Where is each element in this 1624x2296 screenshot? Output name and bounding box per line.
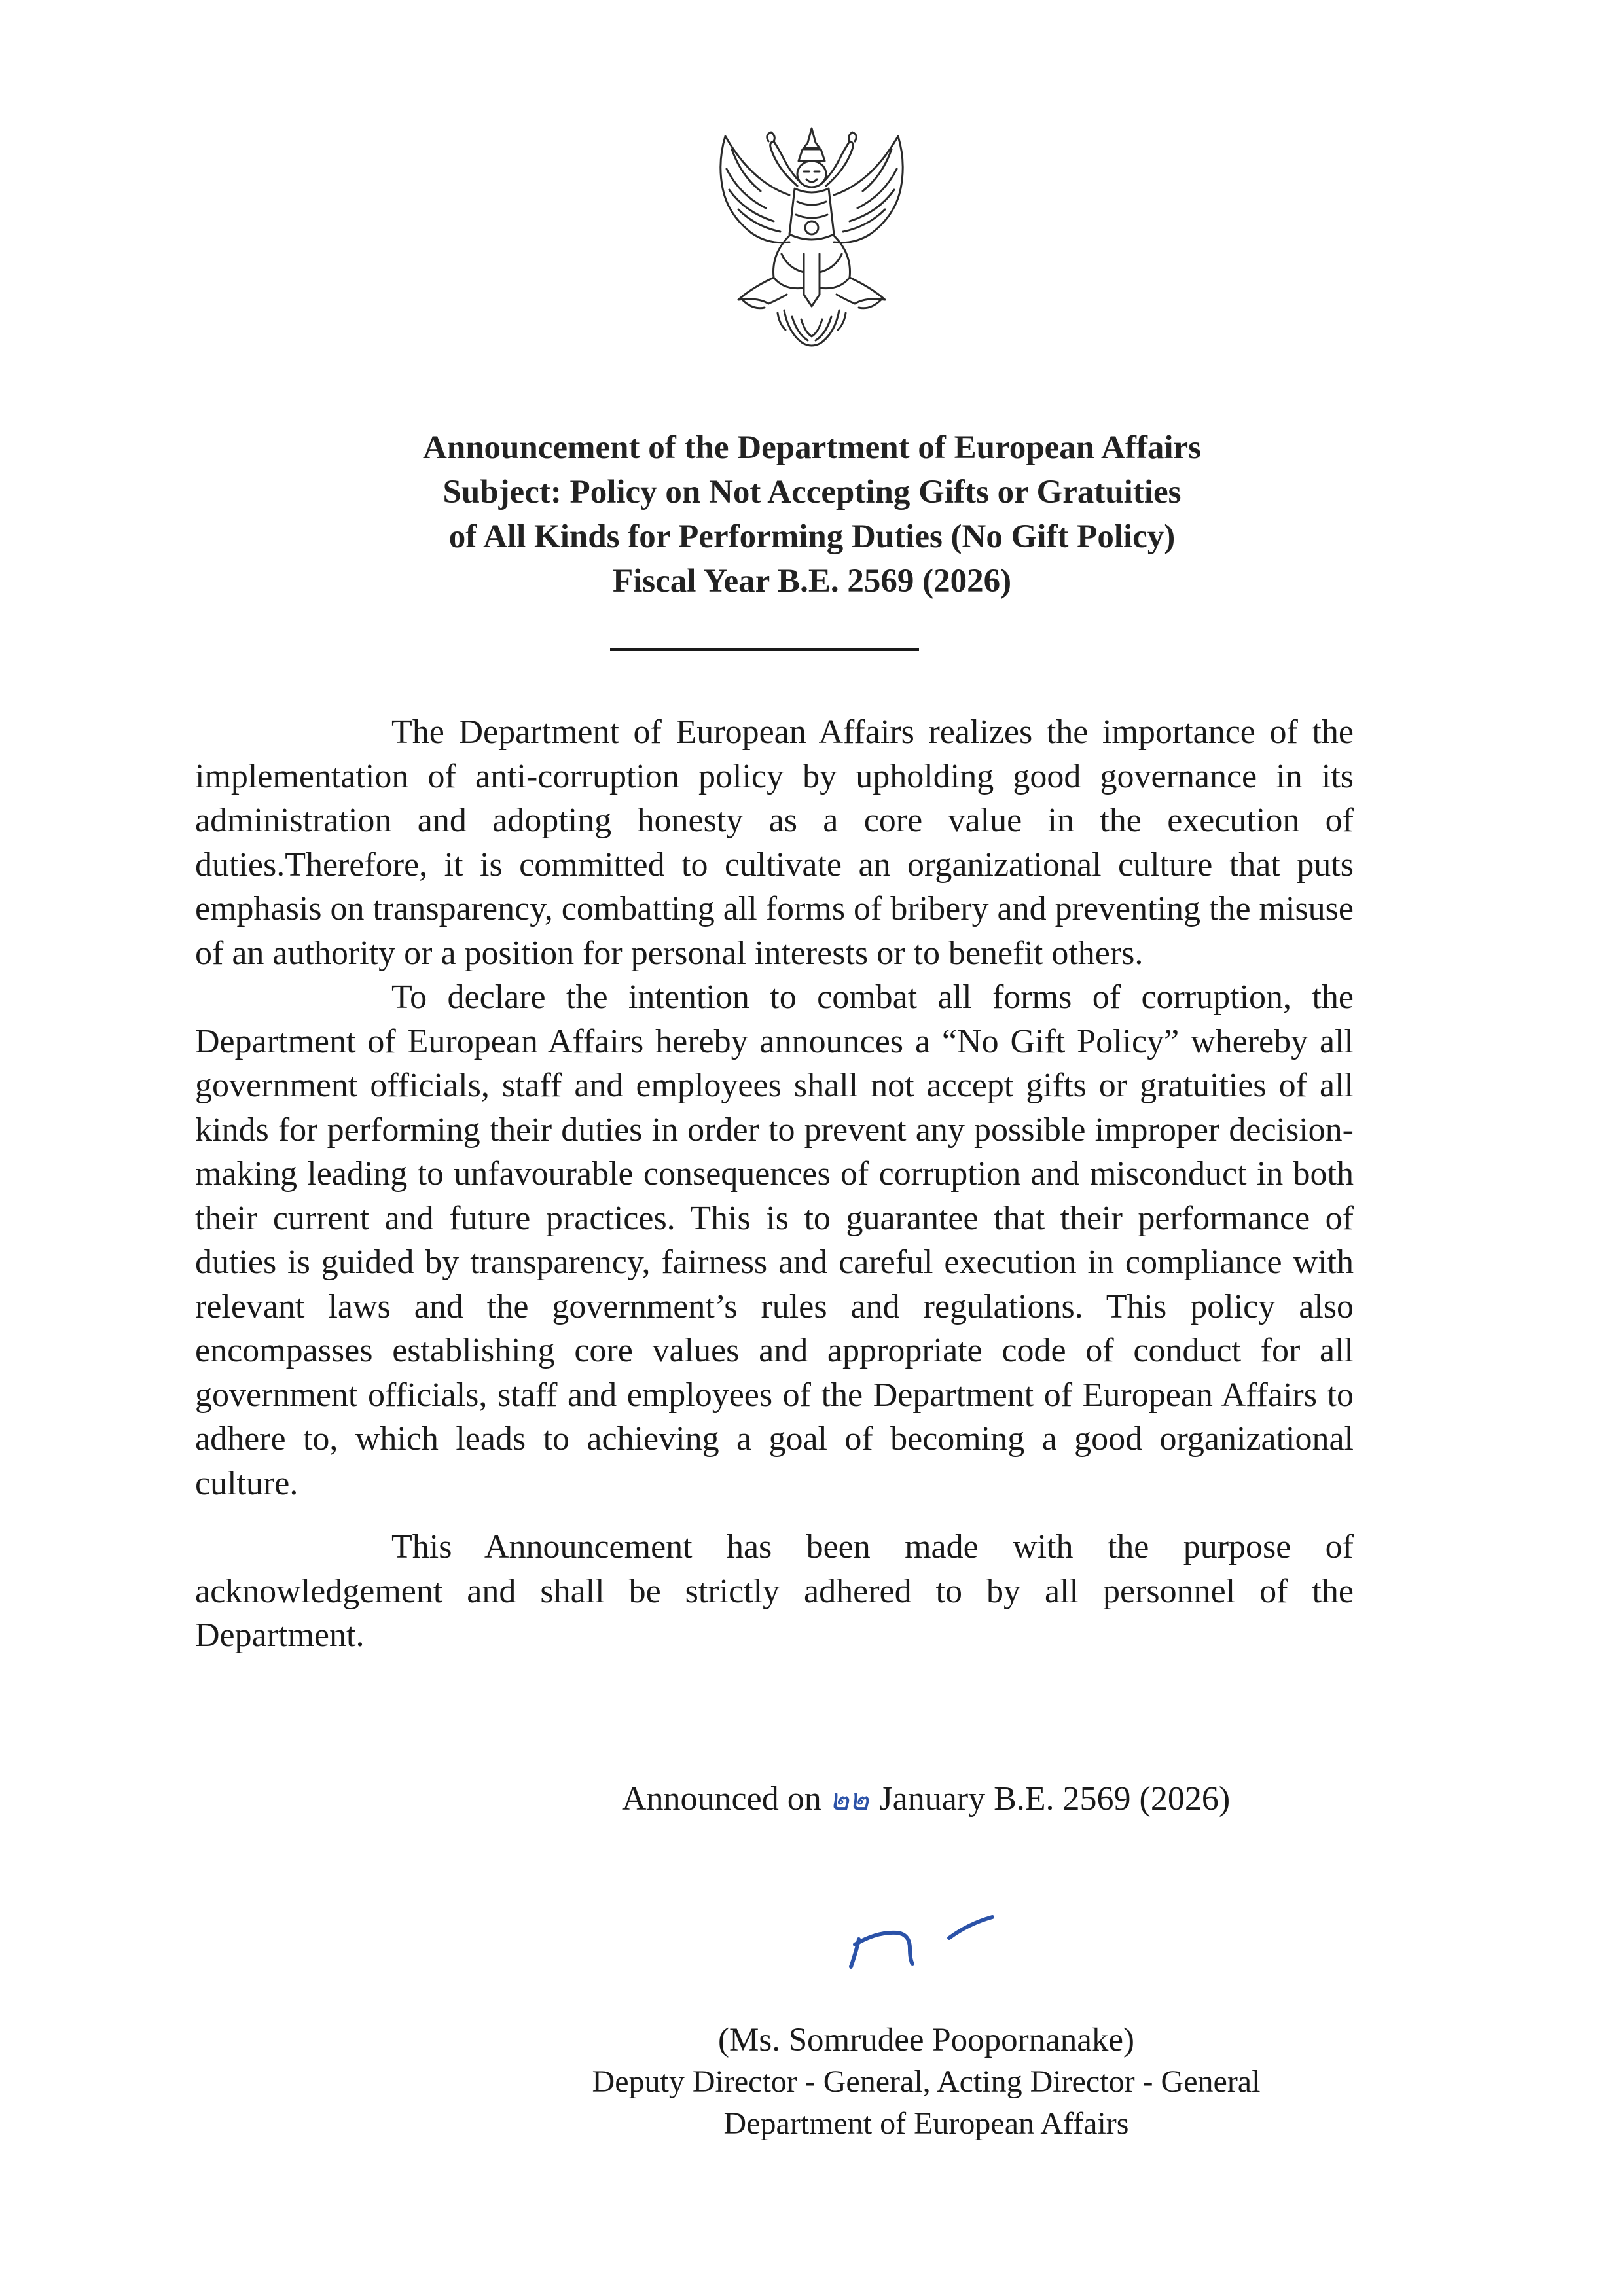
- signatory-block: [511, 2019, 1342, 2145]
- body-paragraph-2: To declare the intention to combat all forms of corruption, the Department of European Affairs hereby announces a “No Gift Policy” whereby all government officials, staff and employees shall not accept gifts or gratuities of all kinds for performing their duties in order to prevent any possible improper decision-making leading to unfavourable consequences of corruption and misconduct in both their current and future practices. This is to guarantee that their performance of duties is guided by transparency, fairness and careful execution in compliance with relevant laws and the government’s rules and regulations. This policy also encompasses establishing core values and appropriate code of conduct for all government officials, staff and employees of the Department of European Affairs to adhere to, which leads to achieving a goal of becoming a good organizational culture.: [195, 978, 1354, 1502]
- title-line-4: Fiscal Year B.E. 2569 (2026): [612, 563, 1012, 600]
- announced-suffix: January B.E. 2569 (2026): [879, 1780, 1231, 1818]
- signature-icon: [844, 1901, 1028, 1980]
- announcement-title: [196, 425, 1428, 603]
- signatory-position: Deputy Director - General, Acting Director - General: [592, 2064, 1261, 2099]
- handwritten-day: ๒๒: [829, 1782, 869, 1817]
- signatory-name: (Ms. Somrudee Poopornanake): [718, 2022, 1134, 2058]
- announced-date: [622, 1777, 1230, 1821]
- garuda-emblem-icon: [706, 123, 918, 359]
- title-line-3: of All Kinds for Performing Duties (No Gift Policy): [448, 518, 1176, 555]
- body-paragraph-1: The Department of European Affairs realizes the importance of the implementation of anti-corruption policy by upholding good governance in its administration and adopting honesty as a core value in the execution of duties.Therefore, it is committed to cultivate an organizational culture that puts emphasis on transparency, combatting all forms of bribery and preventing the misuse of an authority or a position for personal interests or to benefit others.: [195, 713, 1354, 972]
- announcement-body: [195, 710, 1354, 1658]
- title-line-1: Announcement of the Department of European Affairs: [423, 429, 1201, 466]
- title-divider: [610, 648, 919, 651]
- title-line-2: Subject: Policy on Not Accepting Gifts or Gratuities: [442, 474, 1182, 511]
- signatory-department: Department of European Affairs: [723, 2106, 1129, 2141]
- announced-prefix: Announced on: [622, 1780, 821, 1818]
- body-paragraph-3: This Announcement has been made with the purpose of acknowledgement and shall be strictly adhered to by all personnel of the Department.: [195, 1528, 1354, 1654]
